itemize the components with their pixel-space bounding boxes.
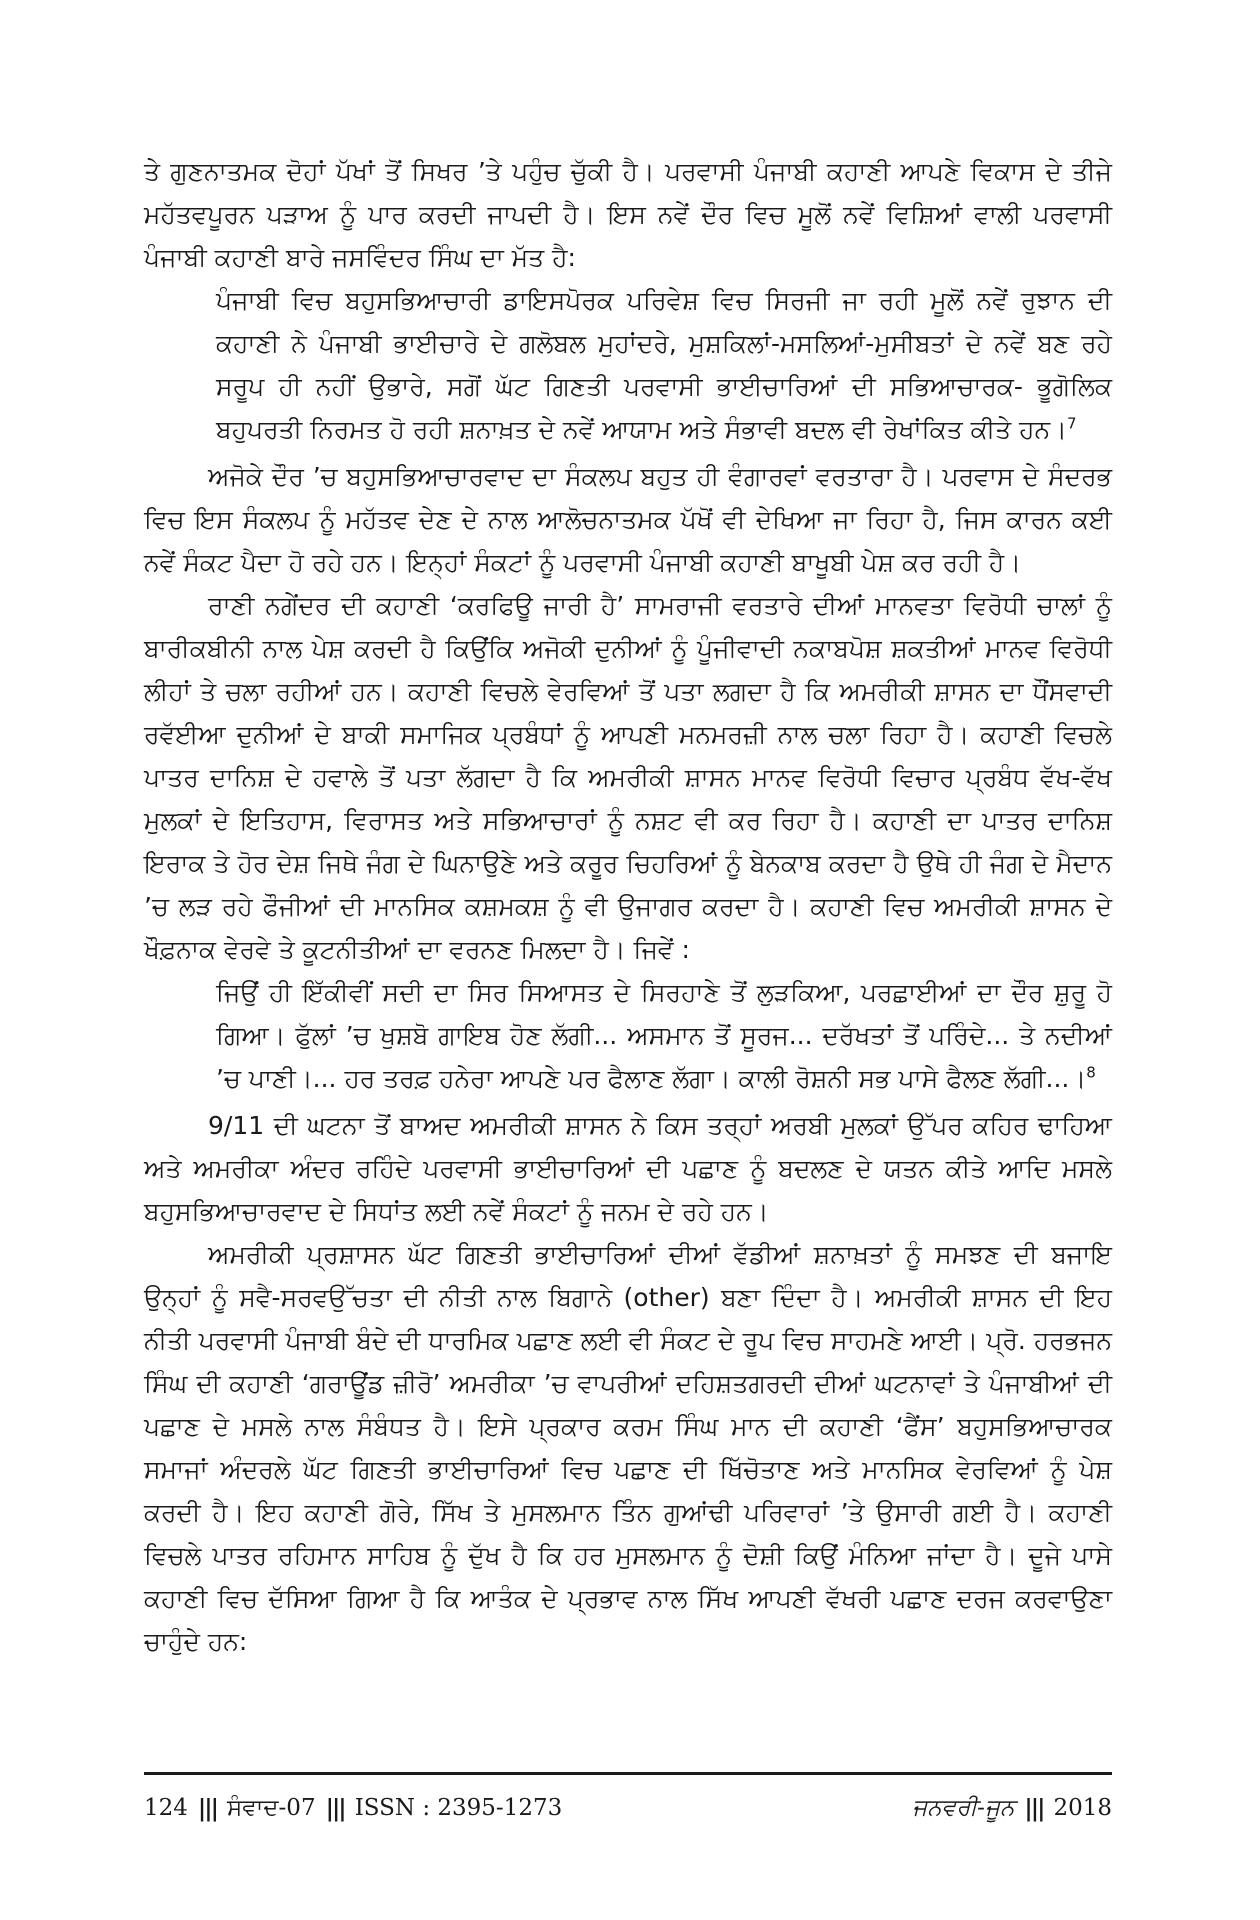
paragraph-intro: ਤੇ ਗੁਣਨਾਤਮਕ ਦੋਹਾਂ ਪੱਖਾਂ ਤੋਂ ਸਿਖਰ ’ਤੇ ਪਹੁੰਚ ਚੁੱਕੀ ਹੈ। ਪਰਵਾਸੀ ਪੰਜਾਬੀ ਕਹਾਣੀ ਆਪਣੇ ਵਿਕਾਸ ਦੇ ਤੀਜੇ ਮਹੱਤਵਪੂਰਨ ਪੜਾਅ ਨੂੰ ਪਾਰ ਕਰਦੀ ਜਾਪਦੀ ਹੈ। ਇਸ ਨਵੇਂ ਦੌਰ ਵਿਚ ਮੂਲੋਂ ਨਵੇਂ ਵਿਸ਼ਿਆਂ ਵਾਲੀ ਪਰਵਾਸੀ ਪੰਜਾਬੀ ਕਹਾਣੀ ਬਾਰੇ ਜਸਵਿੰਦਰ ਸਿੰਘ ਦਾ ਮੱਤ ਹੈ: xyxy=(144,157,1112,272)
block-quote-jaswinder xyxy=(216,279,1112,451)
quote-text: ਜਿਉਂ ਹੀ ਇੱਕੀਵੀਂ ਸਦੀ ਦਾ ਸਿਰ ਸਿਆਸਤ ਦੇ ਸਿਰਹਾਣੇ ਤੋਂ ਲੁੜਕਿਆ, ਪਰਛਾਈਆਂ ਦਾ ਦੌਰ ਸ਼ੁਰੂ ਹੋ ਗਿਆ। ਫੁੱਲਾਂ ’ਚ ਖੁਸ਼ਬੋ ਗਾਇਬ ਹੋਣ ਲੱਗੀ... ਅਸਮਾਨ ਤੋਂ ਸੂਰਜ... ਦਰੱਖਤਾਂ ਤੋਂ ਪਰਿੰਦੇ... ਤੇ ਨਦੀਆਂ ’ਚ ਪਾਣੀ।... ਹਰ ਤਰਫ਼ ਹਨੇਰਾ ਆਪਣੇ ਪਰ ਫੈਲਾਣ ਲੱਗਾ। ਕਾਲੀ ਰੋਸ਼ਨੀ ਸਭ ਪਾਸੇ ਫੈਲਣ ਲੱਗੀ...। xyxy=(216,978,1112,1093)
footer-separator: ||| xyxy=(1024,1794,1044,1822)
issn-number: ISSN : 2395-1273 xyxy=(354,1795,563,1821)
page-number: 124 xyxy=(144,1795,188,1821)
page-footer xyxy=(144,1788,1112,1828)
journal-name: ਸੰਵਾਦ-07 xyxy=(227,1795,316,1821)
issue-year: 2018 xyxy=(1053,1795,1112,1821)
footer-left xyxy=(144,1795,562,1822)
paragraph-9-11: 9/11 ਦੀ ਘਟਨਾ ਤੋਂ ਬਾਅਦ ਅਮਰੀਕੀ ਸ਼ਾਸਨ ਨੇ ਕਿਸ ਤਰ੍ਹਾਂ ਅਰਬੀ ਮੁਲਕਾਂ ਉੱਪਰ ਕਹਿਰ ਢਾਹਿਆ ਅਤੇ ਅਮਰੀਕਾ ਅੰਦਰ ਰਹਿੰਦੇ ਪਰਵਾਸੀ ਭਾਈਚਾਰਿਆਂ ਦੀ ਪਛਾਣ ਨੂੰ ਬਦਲਣ ਦੇ ਯਤਨ ਕੀਤੇ ਆਦਿ ਮਸਲੇ ਬਹੁਸਭਿਆਚਾਰਵਾਦ ਦੇ ਸਿਧਾਂਤ ਲਈ ਨਵੇਂ ਸੰਕਟਾਂ ਨੂੰ ਜਨਮ ਦੇ ਰਹੇ ਹਨ। xyxy=(144,1111,1112,1226)
paragraph-american-administration: ਅਮਰੀਕੀ ਪ੍ਰਸ਼ਾਸਨ ਘੱਟ ਗਿਣਤੀ ਭਾਈਚਾਰਿਆਂ ਦੀਆਂ ਵੱਡੀਆਂ ਸ਼ਨਾਖ਼ਤਾਂ ਨੂੰ ਸਮਝਣ ਦੀ ਬਜਾਇ ਉਨ੍ਹਾਂ ਨੂੰ ਸਵੈ-ਸਰਵਉੱਚਤਾ ਦੀ ਨੀਤੀ ਨਾਲ ਬਿਗਾਨੇ (other) ਬਣਾ ਦਿੰਦਾ ਹੈ। ਅਮਰੀਕੀ ਸ਼ਾਸਨ ਦੀ ਇਹ ਨੀਤੀ ਪਰਵਾਸੀ ਪੰਜਾਬੀ ਬੰਦੇ ਦੀ ਧਾਰਮਿਕ ਪਛਾਣ ਲਈ ਵੀ ਸੰਕਟ ਦੇ ਰੂਪ ਵਿਚ ਸਾਹਮਣੇ ਆਈ। ਪ੍ਰੋ. ਹਰਭਜਨ ਸਿੰਘ ਦੀ ਕਹਾਣੀ ‘ਗਰਾਊਂਡ ਜ਼ੀਰੋ’ ਅਮਰੀਕਾ ’ਚ ਵਾਪਰੀਆਂ ਦਹਿਸ਼ਤਗਰਦੀ ਦੀਆਂ ਘਟਨਾਵਾਂ ਤੇ ਪੰਜਾਬੀਆਂ ਦੀ ਪਛਾਣ ਦੇ ਮਸਲੇ ਨਾਲ ਸੰਬੰਧਤ ਹੈ। ਇਸੇ ਪ੍ਰਕਾਰ ਕਰਮ ਸਿੰਘ ਮਾਨ ਦੀ ਕਹਾਣੀ ‘ਫੈਂਸ’ ਬਹੁਸਭਿਆਚਾਰਕ ਸਮਾਜਾਂ ਅੰਦਰਲੇ ਘੱਟ ਗਿਣਤੀ ਭਾਈਚਾਰਿਆਂ ਵਿਚ ਪਛਾਣ ਦੀ ਖਿੱਚੋਤਾਣ ਅਤੇ ਮਾਨਸਿਕ ਵੇਰਵਿਆਂ ਨੂੰ ਪੇਸ਼ ਕਰਦੀ ਹੈ। ਇਹ ਕਹਾਣੀ ਗੋਰੇ, ਸਿੱਖ ਤੇ ਮੁਸਲਮਾਨ ਤਿੰਨ ਗੁਆਂਢੀ ਪਰਿਵਾਰਾਂ ’ਤੇ ਉਸਾਰੀ ਗਈ ਹੈ। ਕਹਾਣੀ ਵਿਚਲੇ ਪਾਤਰ ਰਹਿਮਾਨ ਸਾਹਿਬ ਨੂੰ ਦੁੱਖ ਹੈ ਕਿ ਹਰ ਮੁਸਲਮਾਨ ਨੂੰ ਦੋਸ਼ੀ ਕਿਉਂ ਮੰਨਿਆ ਜਾਂਦਾ ਹੈ। ਦੂਜੇ ਪਾਸੇ ਕਹਾਣੀ ਵਿਚ ਦੱਸਿਆ ਗਿਆ ਹੈ ਕਿ ਆਤੰਕ ਦੇ ਪ੍ਰਭਾਵ ਨਾਲ ਸਿੱਖ ਆਪਣੀ ਵੱਖਰੀ ਪਛਾਣ ਦਰਜ ਕਰਵਾਉਣਾ ਚਾਹੁੰਦੇ ਹਨ: xyxy=(144,1240,1112,1656)
footer-separator: ||| xyxy=(325,1794,345,1822)
footer-divider xyxy=(144,1772,1112,1775)
article-body xyxy=(144,150,1112,1663)
quote-text: ਪੰਜਾਬੀ ਵਿਚ ਬਹੁਸਭਿਆਚਾਰੀ ਡਾਇਸਪੋਰਕ ਪਰਿਵੇਸ਼ ਵਿਚ ਸਿਰਜੀ ਜਾ ਰਹੀ ਮੂਲੋਂ ਨਵੇਂ ਰੁਝਾਨ ਦੀ ਕਹਾਣੀ ਨੇ ਪੰਜਾਬੀ ਭਾਈਚਾਰੇ ਦੇ ਗਲੋਬਲ ਮੁਹਾਂਦਰੇ, ਮੁਸ਼ਕਿਲਾਂ-ਮਸਲਿਆਂ-ਮੁਸੀਬਤਾਂ ਦੇ ਨਵੇਂ ਬਣ ਰਹੇ ਸਰੂਪ ਹੀ ਨਹੀਂ ਉਭਾਰੇ, ਸਗੋਂ ਘੱਟ ਗਿਣਤੀ ਪਰਵਾਸੀ ਭਾਈਚਾਰਿਆਂ ਦੀ ਸਭਿਆਚਾਰਕ- ਭੂਗੋਲਿਕ ਬਹੁਪਰਤੀ ਨਿਰਮਤ ਹੋ ਰਹੀ ਸ਼ਨਾਖ਼ਤ ਦੇ ਨਵੇਂ ਆਯਾਮ ਅਤੇ ਸੰਭਾਵੀ ਬਦਲ ਵੀ ਰੇਖਾਂਕਿਤ ਕੀਤੇ ਹਨ। xyxy=(216,286,1112,444)
issue-period: ਜਨਵਰੀ-ਜੂਨ xyxy=(912,1795,1015,1821)
footnote-ref-7: 7 xyxy=(1066,414,1077,433)
footer-separator: ||| xyxy=(197,1794,218,1822)
footer-right xyxy=(912,1795,1112,1822)
footnote-ref-8: 8 xyxy=(1086,1063,1096,1082)
block-quote-curfew xyxy=(216,971,1112,1100)
paragraph-multiculturalism: ਅਜੋਕੇ ਦੌਰ ’ਚ ਬਹੁਸਭਿਆਚਾਰਵਾਦ ਦਾ ਸੰਕਲਪ ਬਹੁਤ ਹੀ ਵੰਗਾਰਵਾਂ ਵਰਤਾਰਾ ਹੈ। ਪਰਵਾਸ ਦੇ ਸੰਦਰਭ ਵਿਚ ਇਸ ਸੰਕਲਪ ਨੂੰ ਮਹੱਤਵ ਦੇਣ ਦੇ ਨਾਲ ਆਲੋਚਨਾਤਮਕ ਪੱਖੋਂ ਵੀ ਦੇਖਿਆ ਜਾ ਰਿਹਾ ਹੈ, ਜਿਸ ਕਾਰਨ ਕਈ ਨਵੇਂ ਸੰਕਟ ਪੈਦਾ ਹੋ ਰਹੇ ਹਨ। ਇਨ੍ਹਾਂ ਸੰਕਟਾਂ ਨੂੰ ਪਰਵਾਸੀ ਪੰਜਾਬੀ ਕਹਾਣੀ ਬਾਖੂਬੀ ਪੇਸ਼ ਕਰ ਰਹੀ ਹੈ। xyxy=(144,462,1112,577)
paragraph-curfew-story: ਰਾਣੀ ਨਗੇਂਦਰ ਦੀ ਕਹਾਣੀ ‘ਕਰਫਿਊ ਜਾਰੀ ਹੈ’ ਸਾਮਰਾਜੀ ਵਰਤਾਰੇ ਦੀਆਂ ਮਾਨਵਤਾ ਵਿਰੋਧੀ ਚਾਲਾਂ ਨੂੰ ਬਾਰੀਕਬੀਨੀ ਨਾਲ ਪੇਸ਼ ਕਰਦੀ ਹੈ ਕਿਉਂਕਿ ਅਜੋਕੀ ਦੁਨੀਆਂ ਨੂੰ ਪੂੰਜੀਵਾਦੀ ਨਕਾਬਪੋਸ਼ ਸ਼ਕਤੀਆਂ ਮਾਨਵ ਵਿਰੋਧੀ ਲੀਹਾਂ ਤੇ ਚਲਾ ਰਹੀਆਂ ਹਨ। ਕਹਾਣੀ ਵਿਚਲੇ ਵੇਰਵਿਆਂ ਤੋਂ ਪਤਾ ਲਗਦਾ ਹੈ ਕਿ ਅਮਰੀਕੀ ਸ਼ਾਸਨ ਦਾ ਧੌਂਸਵਾਦੀ ਰਵੱਈਆ ਦੁਨੀਆਂ ਦੇ ਬਾਕੀ ਸਮਾਜਿਕ ਪ੍ਰਬੰਧਾਂ ਨੂੰ ਆਪਣੀ ਮਨਮਰਜ਼ੀ ਨਾਲ ਚਲਾ ਰਿਹਾ ਹੈ। ਕਹਾਣੀ ਵਿਚਲੇ ਪਾਤਰ ਦਾਨਿਸ਼ ਦੇ ਹਵਾਲੇ ਤੋਂ ਪਤਾ ਲੱਗਦਾ ਹੈ ਕਿ ਅਮਰੀਕੀ ਸ਼ਾਸਨ ਮਾਨਵ ਵਿਰੋਧੀ ਵਿਚਾਰ ਪ੍ਰਬੰਧ ਵੱਖ-ਵੱਖ ਮੁਲਕਾਂ ਦੇ ਇਤਿਹਾਸ, ਵਿਰਾਸਤ ਅਤੇ ਸਭਿਆਚਾਰਾਂ ਨੂੰ ਨਸ਼ਟ ਵੀ ਕਰ ਰਿਹਾ ਹੈ। ਕਹਾਣੀ ਦਾ ਪਾਤਰ ਦਾਨਿਸ਼ ਇਰਾਕ ਤੇ ਹੋਰ ਦੇਸ਼ ਜਿਥੇ ਜੰਗ ਦੇ ਘਿਨਾਉਣੇ ਅਤੇ ਕਰੂਰ ਚਿਹਰਿਆਂ ਨੂੰ ਬੇਨਕਾਬ ਕਰਦਾ ਹੈ ਉਥੇ ਹੀ ਜੰਗ ਦੇ ਮੈਦਾਨ ’ਚ ਲੜ ਰਹੇ ਫੌਜੀਆਂ ਦੀ ਮਾਨਸਿਕ ਕਸ਼ਮਕਸ਼ ਨੂੰ ਵੀ ਉਜਾਗਰ ਕਰਦਾ ਹੈ। ਕਹਾਣੀ ਵਿਚ ਅਮਰੀਕੀ ਸ਼ਾਸਨ ਦੇ ਖੌਫ਼ਨਾਕ ਵੇਰਵੇ ਤੇ ਕੂਟਨੀਤੀਆਂ ਦਾ ਵਰਨਣ ਮਿਲਦਾ ਹੈ। ਜਿਵੇਂ : xyxy=(144,591,1112,964)
